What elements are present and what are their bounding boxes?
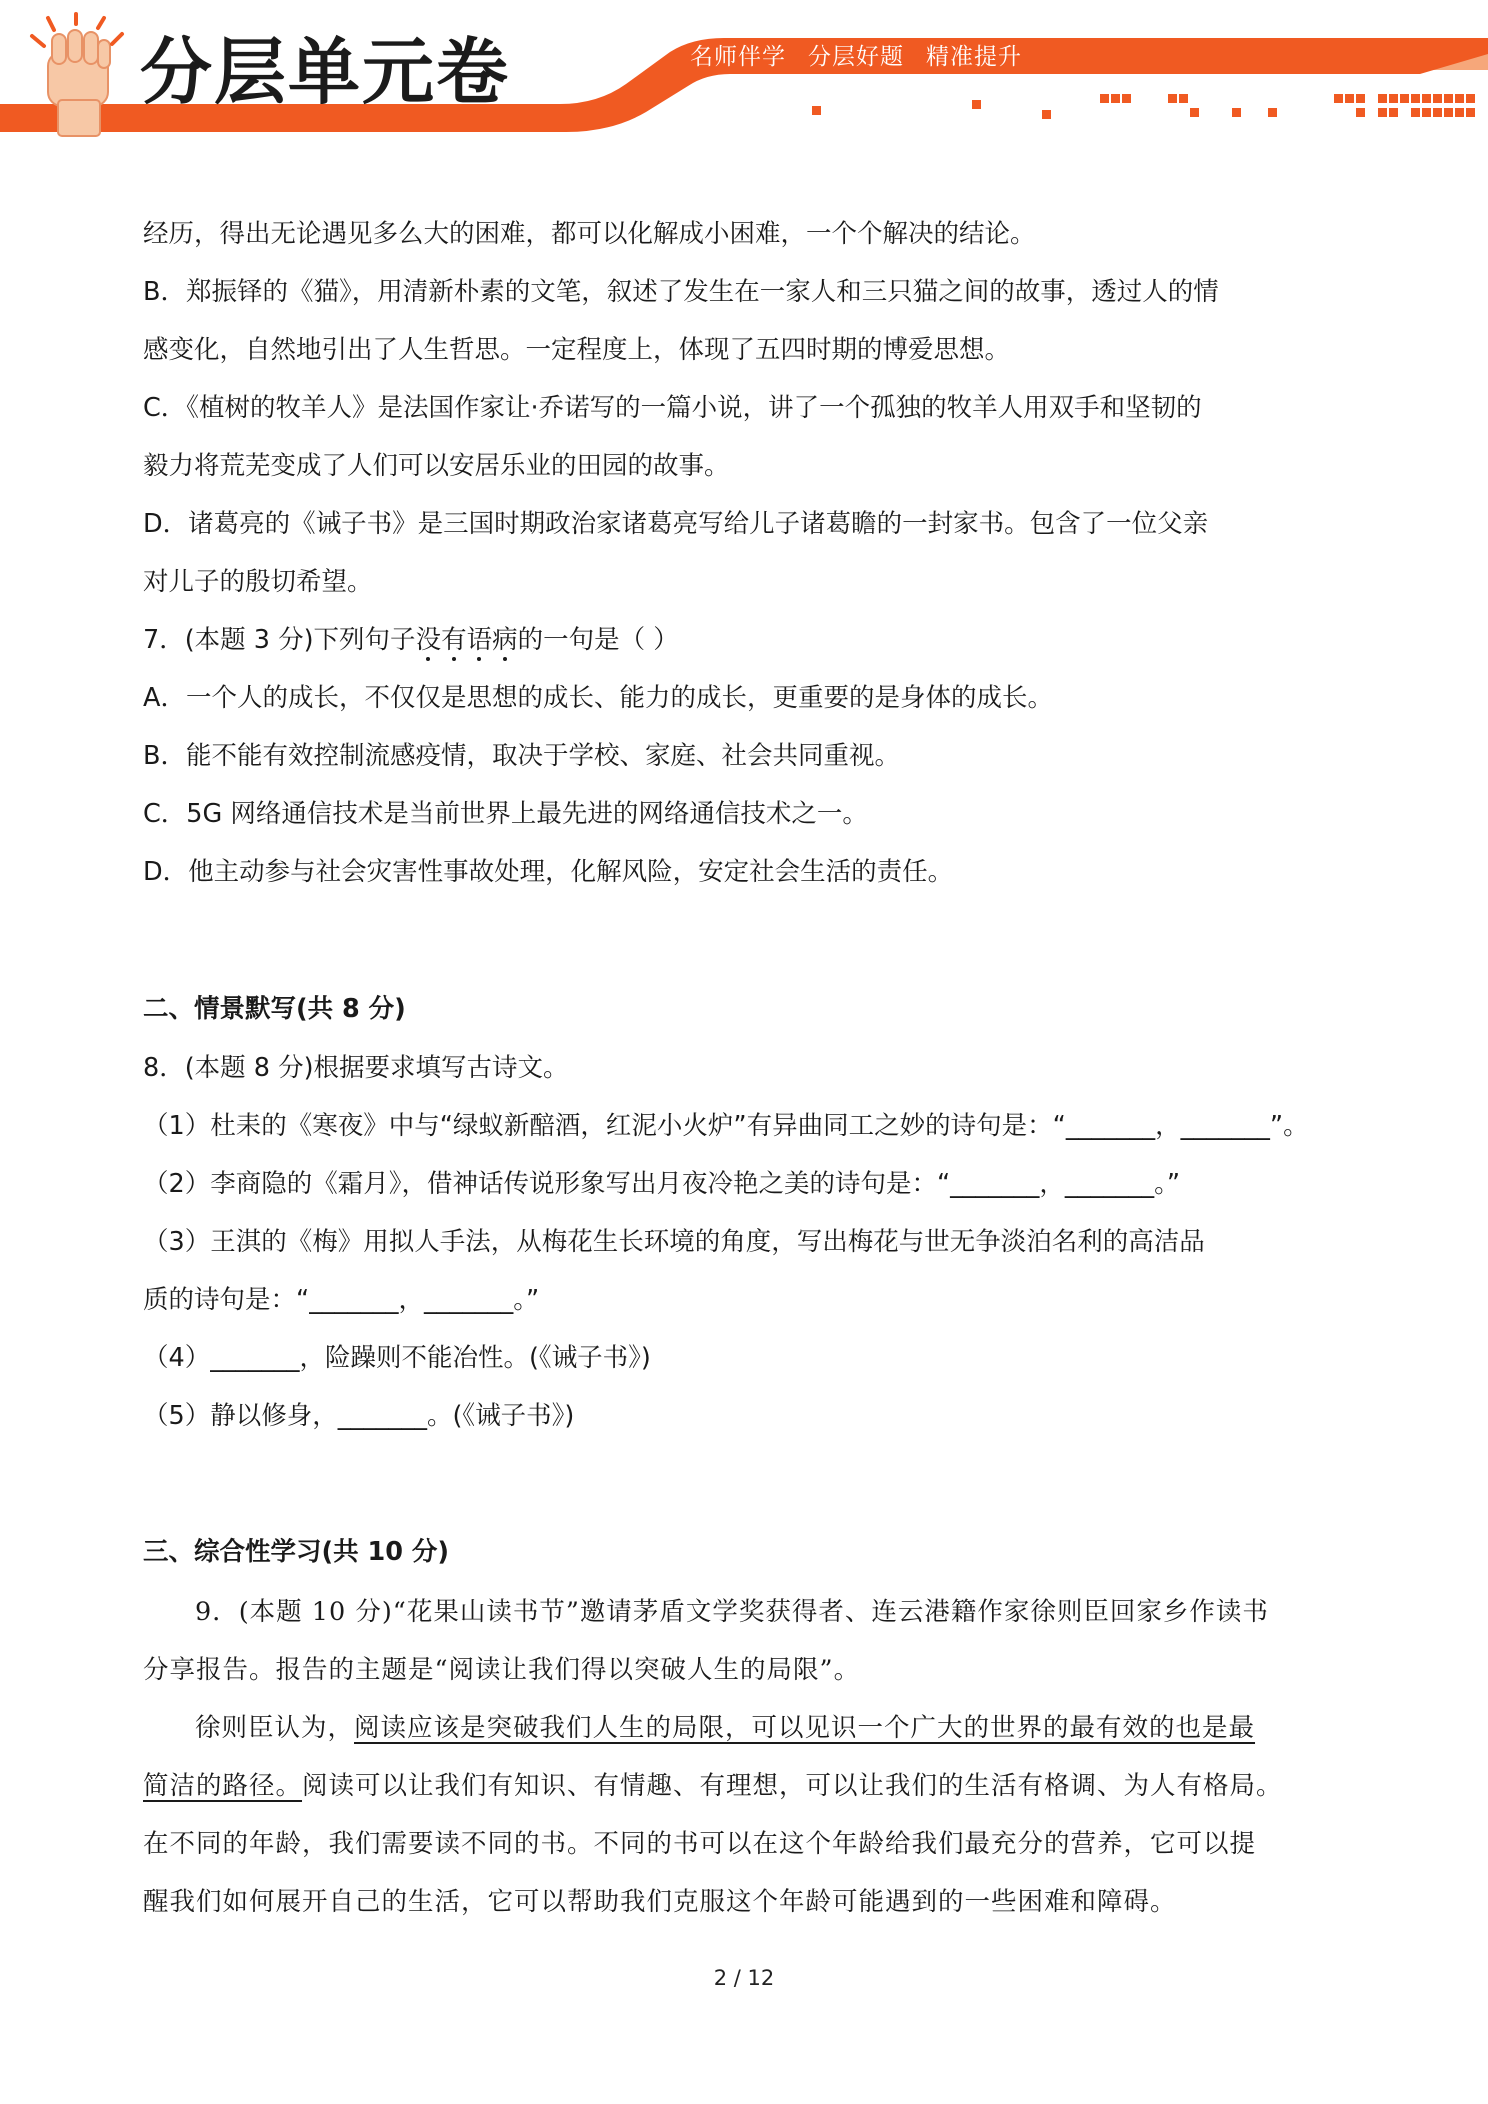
section-3-heading: 三、综合性学习(共 10 分) bbox=[143, 1537, 450, 1567]
q7-option-c: C．5G 网络通信技术是当前世界上最先进的网络通信技术之一。 bbox=[143, 799, 868, 829]
slogan-2: 分层好题 bbox=[808, 44, 904, 70]
question-8-stem: 8．(本题 8 分)根据要求填写古诗文。 bbox=[143, 1053, 569, 1083]
question-9-paragraph-line-1 bbox=[195, 1710, 1255, 1746]
emphasis-char: 没 bbox=[415, 625, 442, 655]
q7-option-b: B．能不能有效控制流感疫情，取决于学校、家庭、社会共同重视。 bbox=[143, 741, 900, 771]
option-d-line-2: 对儿子的殷切希望。 bbox=[143, 567, 373, 597]
slogan-3: 精准提升 bbox=[926, 44, 1022, 70]
option-b-line-1: B．郑振铎的《猫》，用清新朴素的文笔，叙述了发生在一家人和三只猫之间的故事，透过人的情 bbox=[143, 277, 1219, 307]
question-9-paragraph-line-2 bbox=[143, 1768, 1283, 1804]
emphasis-char: 语 bbox=[466, 625, 493, 655]
q7-stem-suffix: 的一句是（ ） bbox=[517, 625, 679, 655]
q9-para-rest: 阅读可以让我们有知识、有情趣、有理想，可以让我们的生活有格调、为人有格局。 bbox=[302, 1771, 1283, 1801]
decorative-squares bbox=[0, 0, 1488, 150]
underlined-sentence-end: 简洁的路径。 bbox=[143, 1771, 303, 1801]
section-2-heading: 二、情景默写(共 8 分) bbox=[143, 994, 406, 1024]
q8-item-3-line-1: （3）王淇的《梅》用拟人手法，从梅花生长环境的角度，写出梅花与世无争淡泊名利的高洁品 bbox=[143, 1227, 1205, 1257]
q8-item-1: （1）杜耒的《寒夜》中与“绿蚁新醅酒，红泥小火炉”有异曲同工之妙的诗句是：“_______，_______”。 bbox=[143, 1111, 1309, 1141]
page-number: 2 / 12 bbox=[713, 1966, 775, 1990]
q7-stem-prefix: 7．(本题 3 分)下列句子 bbox=[143, 625, 416, 655]
question-9-line-1: 9．(本题 10 分)“花果山读书节”邀请茅盾文学奖获得者、连云港籍作家徐则臣回家乡作读书 bbox=[195, 1597, 1269, 1627]
q9-para-prefix: 徐则臣认为， bbox=[195, 1713, 355, 1743]
option-c-line-2: 毅力将荒芜变成了人们可以安居乐业的田园的故事。 bbox=[143, 451, 730, 481]
q8-item-5: （5）静以修身，_______。(《诫子书》) bbox=[143, 1401, 575, 1431]
brand-title: 分层单元卷 bbox=[140, 30, 511, 114]
slogan-1: 名师伴学 bbox=[690, 44, 786, 70]
q7-option-d: D．他主动参与社会灾害性事故处理，化解风险，安定社会生活的责任。 bbox=[143, 857, 954, 887]
option-a-continued: 经历，得出无论遇见多么大的困难，都可以化解成小困难，一个个解决的结论。 bbox=[143, 219, 1036, 249]
option-d-line-1: D．诸葛亮的《诫子书》是三国时期政治家诸葛亮写给儿子诸葛瞻的一封家书。包含了一位父亲 bbox=[143, 509, 1209, 539]
emphasis-char: 病 bbox=[492, 625, 518, 655]
question-7-stem bbox=[143, 622, 679, 658]
option-b-line-2: 感变化，自然地引出了人生哲思。一定程度上，体现了五四时期的博爱思想。 bbox=[143, 335, 1011, 365]
question-9-paragraph-line-3: 在不同的年龄，我们需要读不同的书。不同的书可以在这个年龄给我们最充分的营养，它可以提 bbox=[143, 1829, 1257, 1859]
question-9-paragraph-line-4: 醒我们如何展开自己的生活，它可以帮助我们克服这个年龄可能遇到的一些困难和障碍。 bbox=[143, 1887, 1177, 1917]
q8-item-4: （4）_______，险躁则不能冶性。(《诫子书》) bbox=[143, 1343, 651, 1373]
emphasis-char: 有 bbox=[441, 625, 467, 655]
option-c-line-1: C．《植树的牧羊人》是法国作家让·乔诺写的一篇小说，讲了一个孤独的牧羊人用双手和坚韧的 bbox=[143, 393, 1202, 423]
underlined-sentence: 阅读应该是突破我们人生的局限，可以见识一个广大的世界的最有效的也是最 bbox=[354, 1713, 1256, 1743]
question-9-line-2: 分享报告。报告的主题是“阅读让我们得以突破人生的局限”。 bbox=[143, 1655, 861, 1685]
q7-option-a: A．一个人的成长，不仅仅是思想的成长、能力的成长，更重要的是身体的成长。 bbox=[143, 683, 1053, 713]
q8-item-2: （2）李商隐的《霜月》，借神话传说形象写出月夜冷艳之美的诗句是：“_______，_______。” bbox=[143, 1169, 1181, 1199]
page-header bbox=[0, 0, 1488, 150]
q8-item-3-line-2: 质的诗句是：“_______，_______。” bbox=[143, 1285, 540, 1315]
